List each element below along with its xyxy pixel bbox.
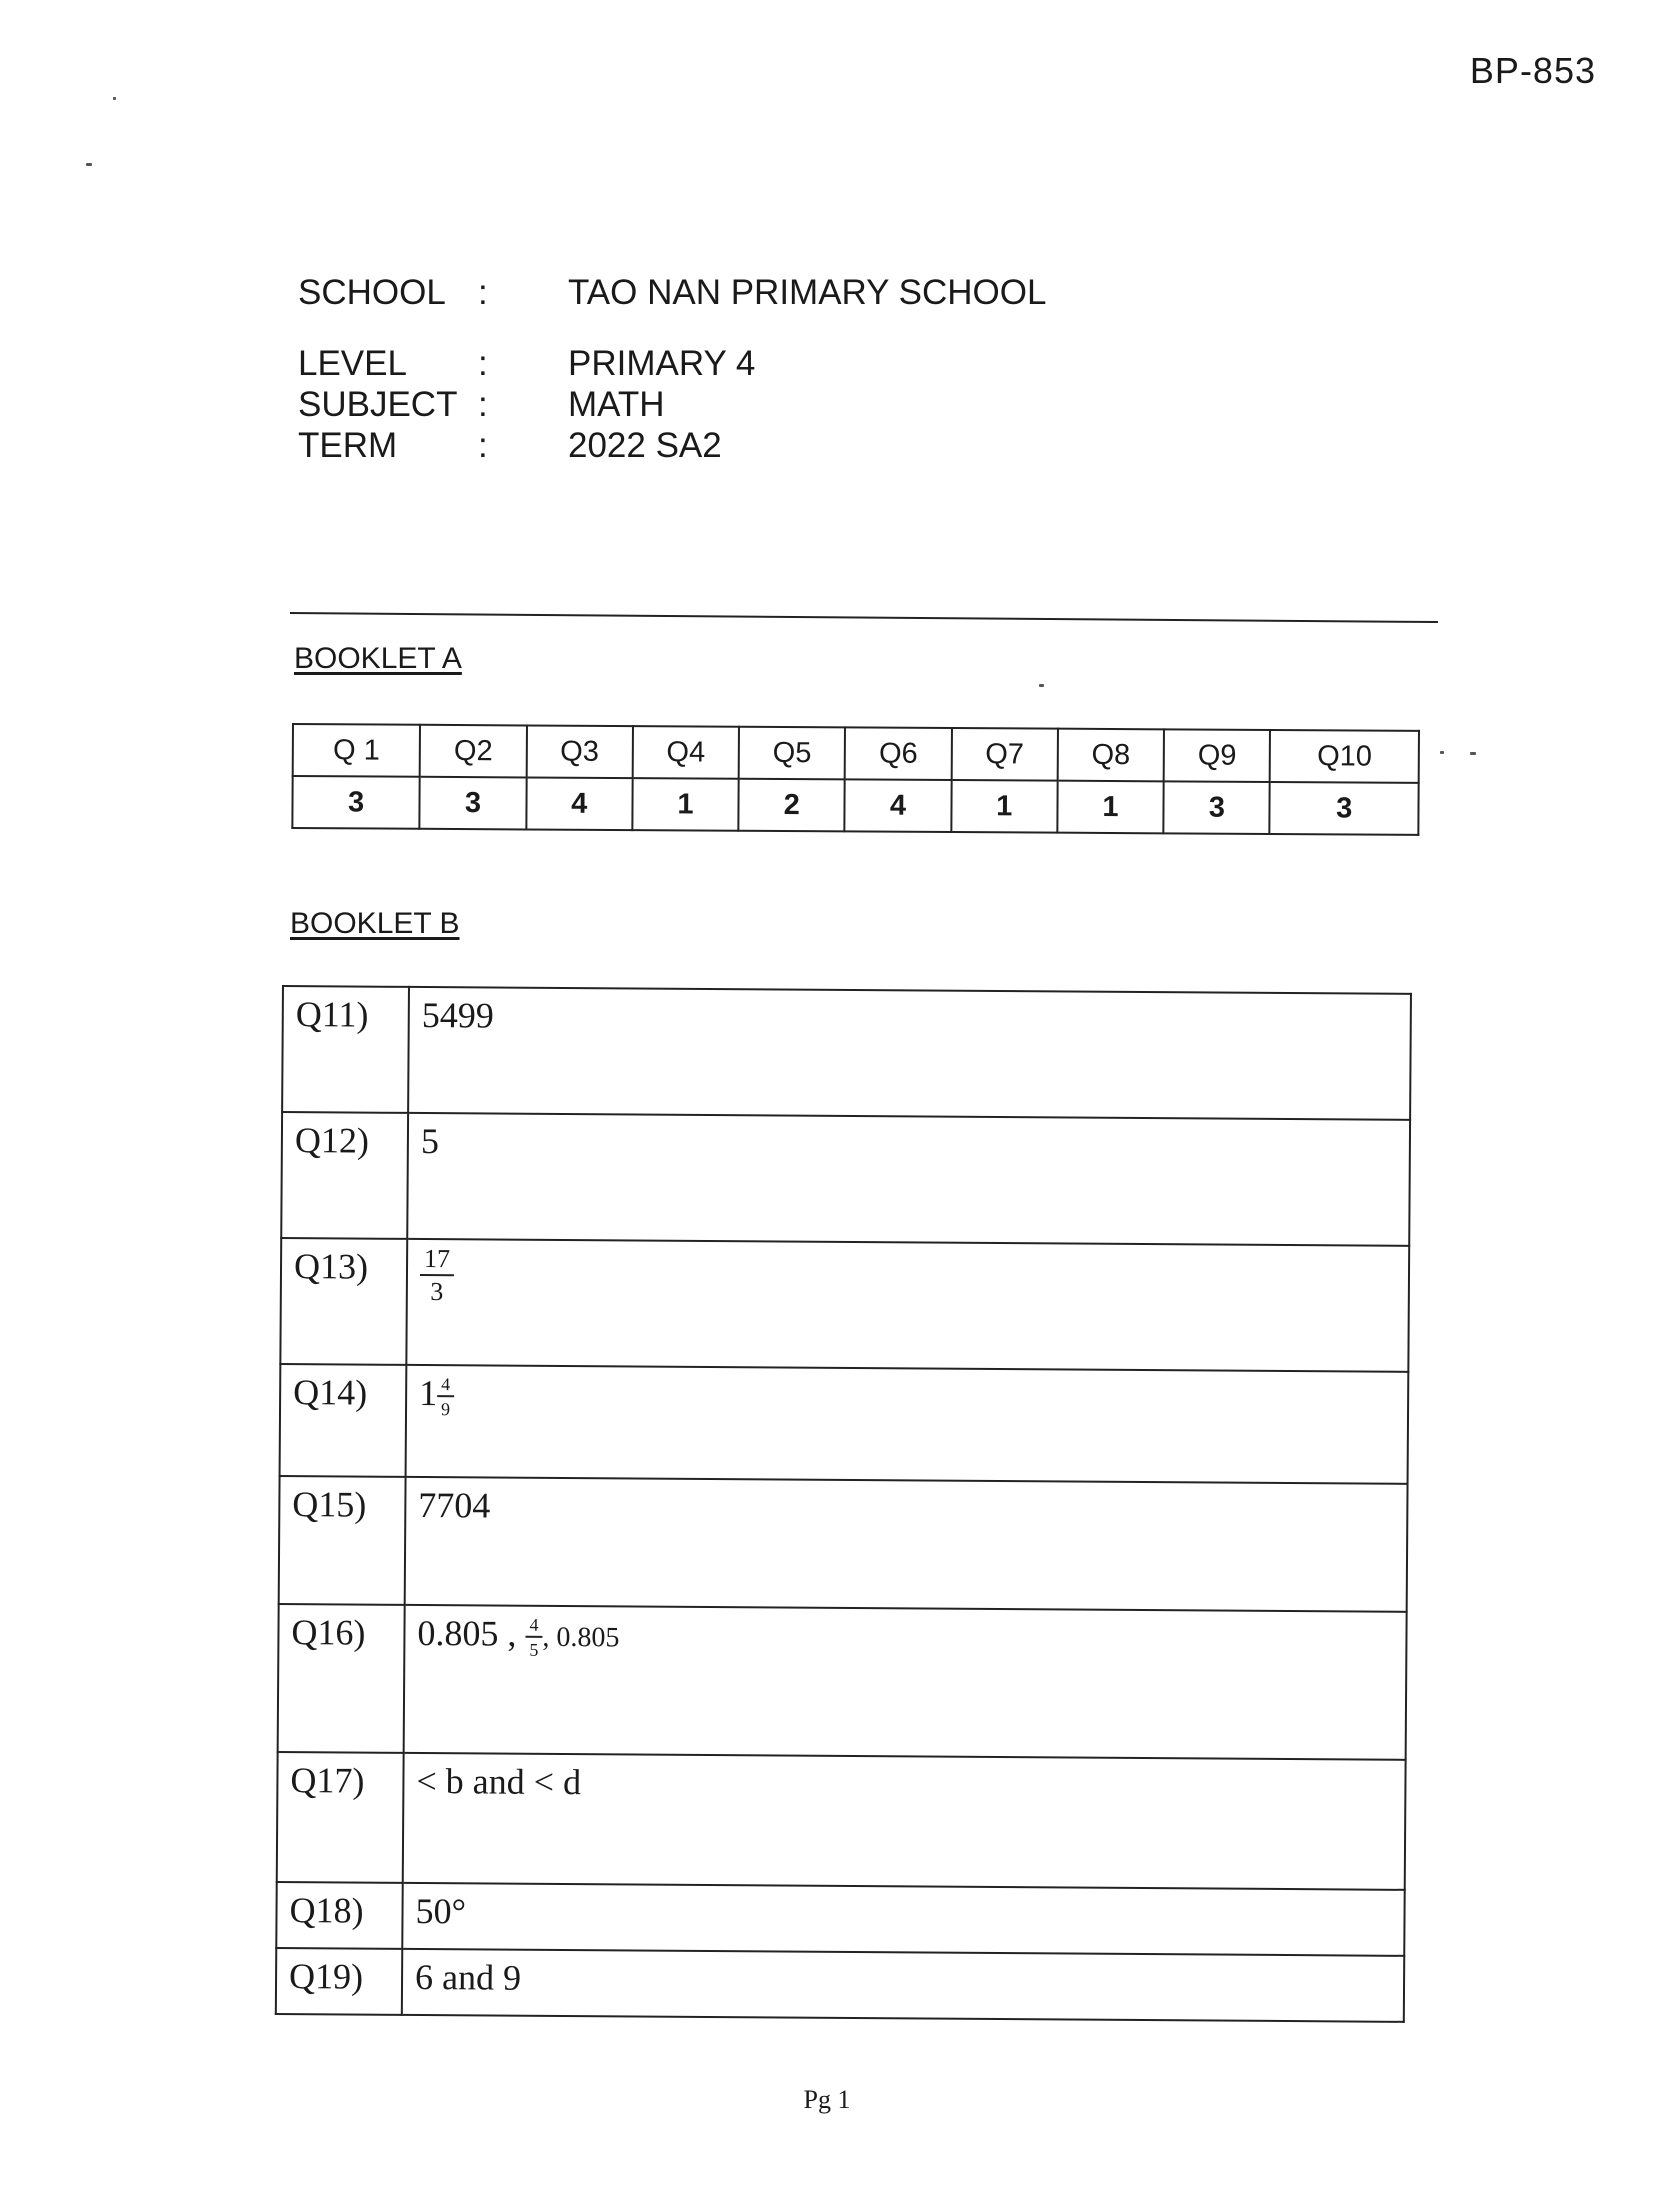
mixed-number-whole: 1 (419, 1372, 438, 1414)
scan-speck (113, 97, 116, 100)
answer-cell: 50° (402, 1883, 1404, 1956)
header-label: SCHOOL (298, 273, 446, 312)
booklet-a-title: BOOKLET A (294, 642, 462, 675)
scan-speck (1039, 684, 1044, 687)
answer-cell: 1 (632, 778, 739, 831)
header-label: SUBJECT (298, 385, 458, 424)
answer-cell: 5 (407, 1113, 1410, 1246)
header-divider (290, 612, 1438, 623)
answer-cell: 7704 (405, 1477, 1408, 1612)
header-value: 2022 SA2 (568, 426, 722, 465)
answer-row (281, 1112, 1410, 1246)
question-cell: Q4 (633, 726, 740, 779)
question-cell: Q 1 (293, 724, 421, 777)
answer-cell (406, 1365, 1409, 1484)
answer-cell: 3 (1164, 781, 1271, 834)
question-label: Q15) (279, 1476, 406, 1605)
fraction-numerator: 17 (420, 1246, 454, 1276)
question-cell: Q7 (951, 728, 1058, 781)
answer-cell: 4 (526, 777, 633, 830)
question-label: Q17) (277, 1752, 404, 1883)
header-label: TERM (298, 426, 398, 465)
answer-row (277, 1752, 1406, 1890)
header-colon: : (478, 385, 488, 424)
answer-lead: 0.805 , (417, 1612, 517, 1654)
header-colon: : (478, 426, 488, 465)
question-cell: Q5 (739, 727, 846, 780)
answer-row (278, 1604, 1407, 1760)
fraction (420, 1243, 454, 1307)
answer-cell: 6 and 9 (402, 1949, 1404, 2022)
question-label: Q19) (276, 1948, 402, 2015)
header-colon: : (478, 344, 488, 383)
answer-cell: 3 (1270, 782, 1419, 835)
header-value: MATH (568, 385, 665, 424)
fraction-denominator: 3 (430, 1277, 444, 1307)
question-cell: Q3 (526, 725, 633, 778)
question-label: Q13) (280, 1238, 407, 1365)
scan-speck (86, 163, 92, 166)
answer-cell: 1 (951, 780, 1058, 833)
booklet-b-title: BOOKLET B (290, 907, 460, 940)
answer-cell: 3 (420, 777, 527, 830)
answer-cell: 2 (738, 779, 845, 832)
answer-row (280, 1364, 1409, 1484)
question-label: Q11) (282, 986, 409, 1113)
fraction (437, 1375, 454, 1418)
question-cell: Q8 (1058, 729, 1165, 782)
fraction-denominator: 5 (529, 1639, 539, 1661)
header-value: TAO NAN PRIMARY SCHOOL (568, 273, 1047, 312)
question-cell: Q6 (845, 727, 952, 780)
answer-row (276, 1882, 1404, 1956)
answer-cell: 4 (845, 779, 952, 832)
answer-tail: , 0.805 (542, 1621, 620, 1654)
answer-cell: 5499 (408, 987, 1411, 1120)
answer-row (292, 776, 1418, 835)
fraction-denominator: 9 (440, 1399, 451, 1420)
booklet-a-answer-table (291, 723, 1420, 836)
scan-speck (1440, 751, 1444, 754)
answer-cell: 1 (1057, 781, 1164, 834)
page-id: BP-853 (1469, 50, 1596, 91)
answer-row (280, 1238, 1409, 1372)
fraction-numerator: 4 (525, 1616, 542, 1638)
page-number: Pg 1 (803, 2085, 851, 2114)
answer-row (282, 986, 1411, 1120)
question-label: Q12) (281, 1112, 408, 1239)
question-label: Q18) (276, 1882, 402, 1949)
header-label: LEVEL (298, 344, 407, 383)
fraction-numerator: 4 (437, 1375, 454, 1397)
answer-cell: 3 (292, 776, 420, 829)
scan-speck (1470, 752, 1476, 755)
header-value: PRIMARY 4 (568, 344, 756, 383)
answer-cell: < b and < d (403, 1753, 1406, 1890)
question-cell: Q10 (1270, 730, 1419, 783)
question-cell: Q9 (1164, 729, 1271, 782)
answer-cell (404, 1605, 1407, 1760)
question-label: Q14) (280, 1364, 407, 1477)
question-row (293, 724, 1419, 783)
question-cell: Q2 (420, 725, 527, 778)
answer-row (276, 1948, 1404, 2022)
answer-row (279, 1476, 1408, 1612)
answer-cell (406, 1239, 1409, 1372)
fraction (525, 1616, 542, 1659)
question-label: Q16) (278, 1604, 405, 1753)
booklet-b-answer-table (275, 985, 1412, 2023)
header-colon: : (478, 273, 488, 312)
